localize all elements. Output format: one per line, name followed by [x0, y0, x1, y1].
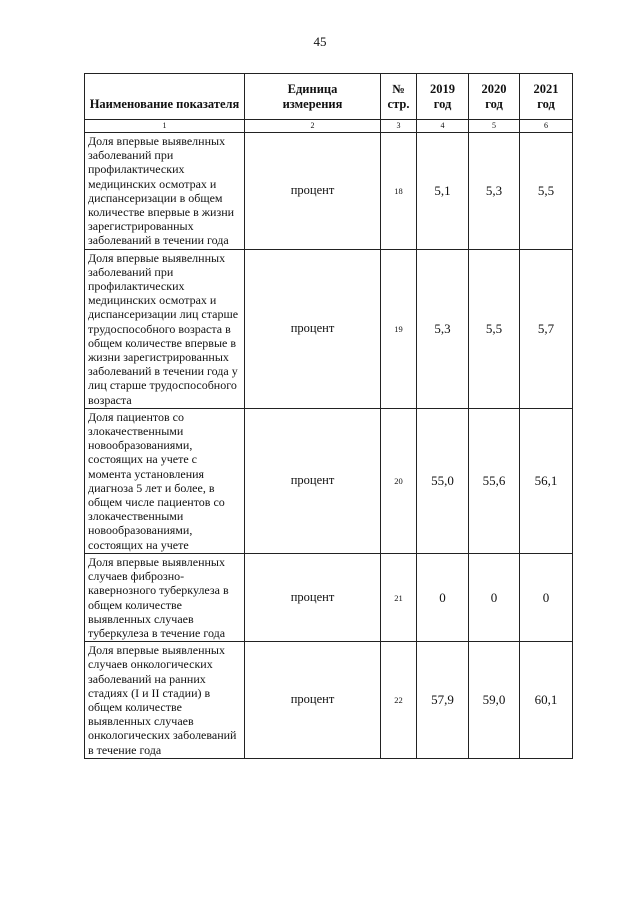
- page-number: 45: [313, 34, 327, 49]
- value-2021-cell: 5,7: [520, 249, 573, 408]
- value-2019-cell: 55,0: [417, 408, 469, 553]
- indicator-name-cell: Доля пациентов со злокачественными новообразованиями, состоящих на учете с момента установления диагноза 5 лет и более, в общем числе пациентов со злокачественными новообразованиями, состоящих на учете: [85, 408, 245, 553]
- column-index-cell: 1: [85, 120, 245, 133]
- value-2019-cell: 5,1: [417, 133, 469, 250]
- header-unit-line1: Единица: [287, 81, 338, 96]
- row-number-cell: 18: [381, 133, 417, 250]
- value-2020-cell: 5,3: [469, 133, 520, 250]
- header-row-number-line2: стр.: [387, 96, 410, 111]
- column-index-cell: 2: [245, 120, 381, 133]
- unit-cell: процент: [245, 249, 381, 408]
- indicator-name-cell: Доля впервые выявелнных заболеваний при профилактических медицинских осмотрах и диспансеризации лиц старше трудоспособного возраста в общем количестве впервые в жизни зарегистрированных заболеваний в течении года у лиц старше трудоспособного возраста: [85, 249, 245, 408]
- value-2021-cell: 5,5: [520, 133, 573, 250]
- header-year-2021-line1: 2021: [533, 81, 559, 96]
- value-2021-cell: 60,1: [520, 642, 573, 759]
- header-year-2021: [520, 74, 573, 120]
- header-indicator-name: Наименование показателя: [85, 74, 245, 120]
- column-index-cell: 3: [381, 120, 417, 133]
- header-year-2020-line2: год: [485, 96, 503, 111]
- value-2021-cell: 0: [520, 553, 573, 641]
- value-2020-cell: 5,5: [469, 249, 520, 408]
- value-2020-cell: 59,0: [469, 642, 520, 759]
- unit-cell: процент: [245, 133, 381, 250]
- row-number-cell: 22: [381, 642, 417, 759]
- header-year-2021-line2: год: [537, 96, 555, 111]
- table-row: [85, 642, 573, 759]
- header-unit-line2: измерения: [282, 96, 343, 111]
- value-2019-cell: 5,3: [417, 249, 469, 408]
- header-row-number: [381, 74, 417, 120]
- unit-cell: процент: [245, 408, 381, 553]
- header-year-2019-line2: год: [433, 96, 452, 111]
- header-year-2020-line1: 2020: [481, 81, 507, 96]
- header-year-2020: [469, 74, 520, 120]
- header-row-number-line1: №: [392, 81, 405, 96]
- row-number-cell: 21: [381, 553, 417, 641]
- value-2019-cell: 57,9: [417, 642, 469, 759]
- value-2020-cell: 0: [469, 553, 520, 641]
- header-year-2019-line1: 2019: [430, 81, 455, 96]
- indicators-table: [84, 73, 573, 759]
- value-2020-cell: 55,6: [469, 408, 520, 553]
- row-number-cell: 20: [381, 408, 417, 553]
- unit-cell: процент: [245, 553, 381, 641]
- column-index-cell: 5: [469, 120, 520, 133]
- table-row: [85, 133, 573, 250]
- unit-cell: процент: [245, 642, 381, 759]
- table-row: [85, 249, 573, 408]
- column-index-row: [85, 120, 573, 133]
- column-index-cell: 4: [417, 120, 469, 133]
- value-2019-cell: 0: [417, 553, 469, 641]
- indicator-name-cell: Доля впервые выявленных случаев онкологических заболеваний на ранних стадиях (I и II стадии) в общем количестве выявленных случаев онкологических заболеваний в течение года: [85, 642, 245, 759]
- row-number-cell: 19: [381, 249, 417, 408]
- column-index-cell: 6: [520, 120, 573, 133]
- table-header-row: [85, 74, 573, 120]
- indicator-name-cell: Доля впервые выявленных случаев фиброзно-кавернозного туберкулеза в общем количестве выявленных случаев туберкулеза в течение года: [85, 553, 245, 641]
- header-unit: [245, 74, 381, 120]
- value-2021-cell: 56,1: [520, 408, 573, 553]
- table-row: [85, 553, 573, 641]
- indicator-name-cell: Доля впервые выявелнных заболеваний при профилактических медицинских осмотрах и диспансеризации в общем количестве впервые в жизни зарегистрированных заболеваний в течении года: [85, 133, 245, 250]
- header-year-2019: [417, 74, 469, 120]
- table-row: [85, 408, 573, 553]
